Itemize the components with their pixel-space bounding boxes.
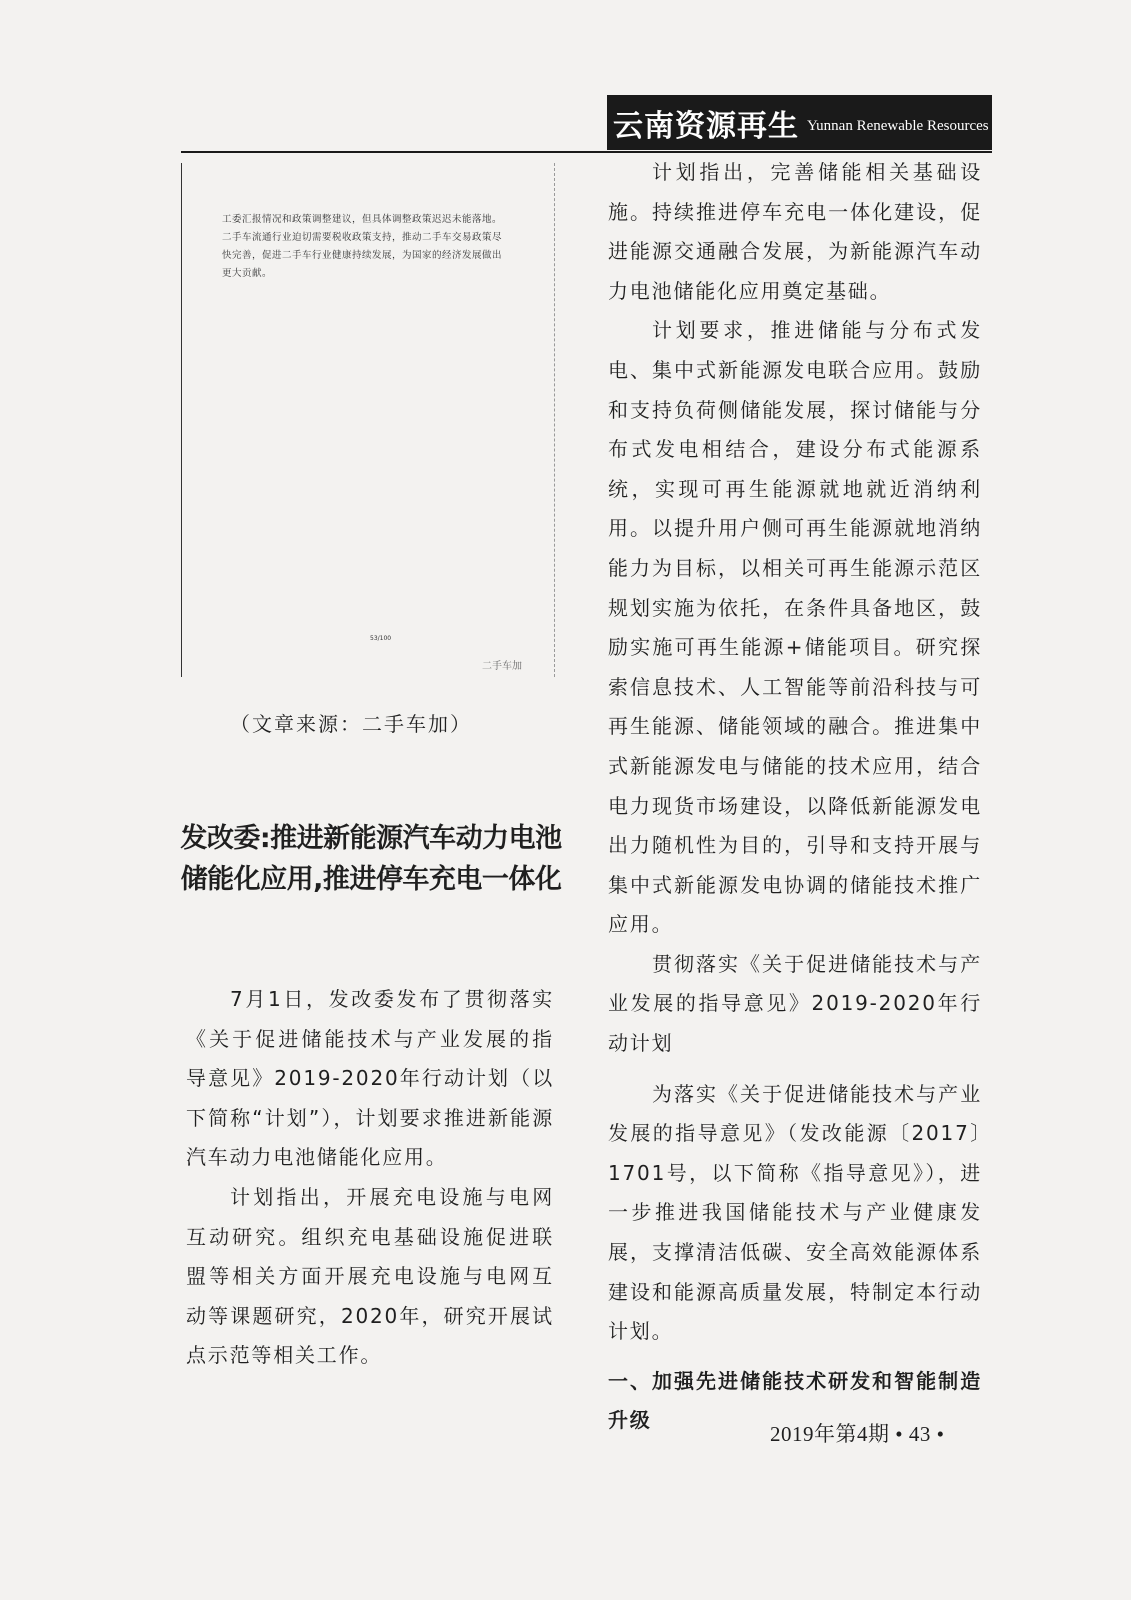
masthead <box>607 95 992 150</box>
article-title: 发改委:推进新能源汽车动力电池储能化应用,推进停车充电一体化 <box>180 823 562 895</box>
embedded-screenshot-text <box>222 211 542 283</box>
page-number: 43 <box>908 1422 931 1446</box>
embedded-line: 工委汇报情况和政策调整建议，但具体调整政策迟迟未能落地。 <box>222 214 503 225</box>
embedded-line: 二手车流通行业迫切需要税收政策支持，推动二手车交易政策尽 <box>222 232 503 243</box>
embedded-line: 更大贡献。 <box>222 268 273 279</box>
footer-bullet: • <box>895 1422 909 1446</box>
issue-label: 2019年第4期 <box>770 1422 890 1446</box>
right-column-body <box>608 153 982 1441</box>
left-column-body <box>186 980 554 1376</box>
embedded-watermark: 二手车加 <box>482 661 522 672</box>
page-footer <box>770 1418 982 1448</box>
embedded-line: 快完善，促进二手车行业健康持续发展，为国家的经济发展做出 <box>222 250 503 261</box>
embedded-page-number: 53/100 <box>370 635 392 642</box>
paragraph: 7月1日，发改委发布了贯彻落实《关于促进储能技术与产业发展的指导意见》2019-2020年行动计划（以下简称“计划”），计划要求推进新能源汽车动力电池储能化应用。 <box>186 987 554 1170</box>
masthead-title-cn: 云南资源再生 <box>613 108 799 144</box>
paragraph: 计划要求，推进储能与分布式发电、集中式新能源发电联合应用。鼓励和支持负荷侧储能发展，探讨储能与分布式发电相结合，建设分布式能源系统，实现可再生能源就地就近消纳利用。以提升用户侧可再生能源就地消纳能力为目标，以相关可再生能源示范区规划实施为依托，在条件具备地区，鼓励实施可再生能源+储能项目。研究探索信息技术、人工智能等前沿科技与可再生能源、储能领域的融合。推进集中式新能源发电与储能的技术应用，结合电力现货市场建设，以降低新能源发电出力随机性为目的，引导和支持开展与集中式新能源发电协调的储能技术推广应用。 <box>608 318 982 937</box>
paragraph: 计划指出，开展充电设施与电网互动研究。组织充电基础设施促进联盟等相关方面开展充电设施与电网互动等课题研究，2020年，研究开展试点示范等相关工作。 <box>186 1184 554 1368</box>
embedded-screenshot <box>181 163 555 677</box>
paragraph: 计划指出，完善储能相关基础设施。持续推进停车充电一体化建设，促进能源交通融合发展，为新能源汽车动力电池储能化应用奠定基础。 <box>608 160 982 303</box>
footer-bullet: • <box>936 1422 945 1446</box>
section-subheading: 一、加强先进储能技术研发和智能制造升级 <box>608 1368 982 1433</box>
article-source: （文章来源：二手车加） <box>230 712 472 736</box>
masthead-title-en: Yunnan Renewable Resources <box>807 118 989 134</box>
paragraph: 贯彻落实《关于促进储能技术与产业发展的指导意见》2019-2020年行动计划 <box>608 951 982 1056</box>
paragraph: 为落实《关于促进储能技术与产业发展的指导意见》（发改能源〔2017〕1701号，以下简称《指导意见》），进一步推进我国储能技术与产业健康发展，支撑清洁低碳、安全高效能源体系建设和能源高质量发展，特制定本行动计划。 <box>608 1081 982 1344</box>
